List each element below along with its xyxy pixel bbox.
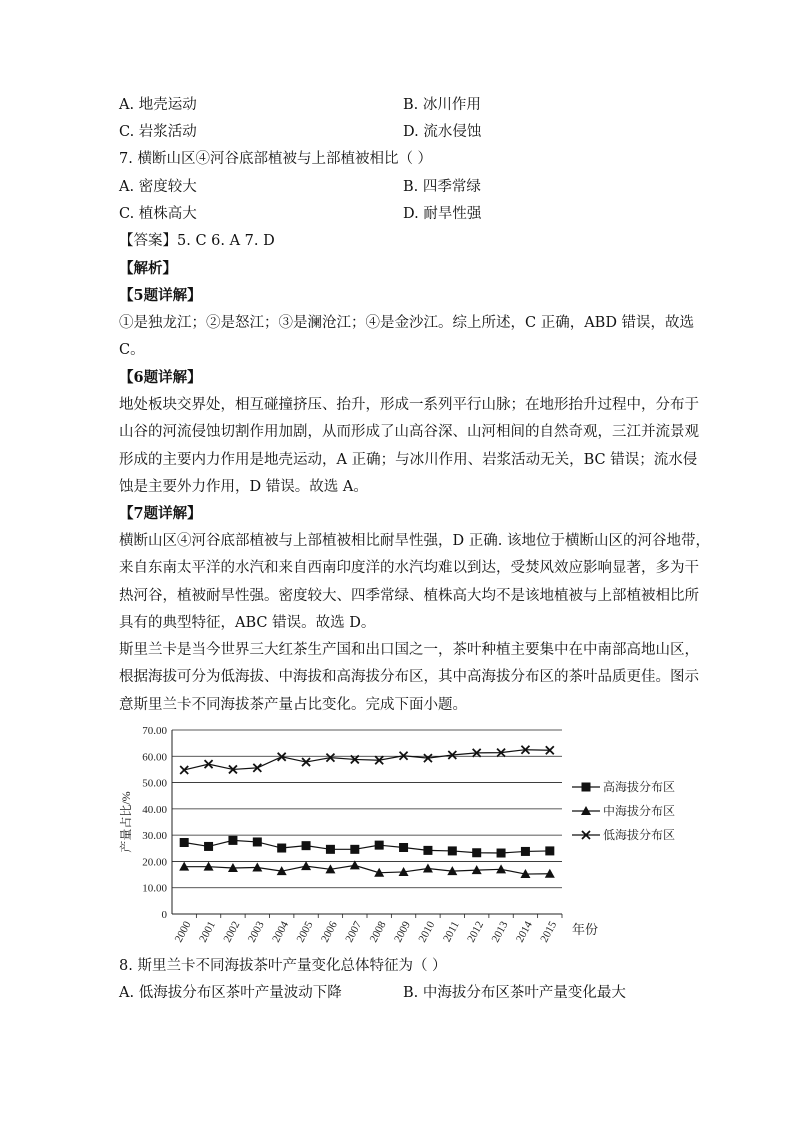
y-tick-label: 60.00 xyxy=(142,751,167,764)
intro-text xyxy=(119,637,699,719)
data-point-x xyxy=(180,766,188,774)
x-tick-label: 2010 xyxy=(416,919,438,945)
data-point-square xyxy=(180,838,189,847)
data-point-square xyxy=(375,841,384,850)
data-point-square xyxy=(497,849,506,858)
q6-detail-line: 形成的主要内力作用是地壳运动，A 正确；与冰川作用、岩浆活动无关，BC 错误；流水侵 xyxy=(119,451,698,468)
data-point-square xyxy=(423,846,432,855)
tea-production-chart xyxy=(110,718,690,948)
q6-detail-line: 山谷的河流侵蚀切割作用加剧，从而形成了山高谷深、山河相间的自然奇观，三江并流景观 xyxy=(119,424,699,441)
x-tick-label: 2000 xyxy=(172,919,194,945)
data-point-square xyxy=(399,843,408,852)
q6-detail-line: 地处板块交界处，相互碰撞挤压、抬升，形成一系列平行山脉；在地形抬升过程中，分布于 xyxy=(119,397,699,413)
q7-option-a: A. 密度较大 xyxy=(119,179,197,195)
data-point-square xyxy=(350,845,359,854)
q6-option-a: A. 地壳运动 xyxy=(119,97,197,113)
data-point-square xyxy=(326,845,335,854)
x-tick-label: 2007 xyxy=(343,919,365,945)
x-tick-label: 2009 xyxy=(392,919,414,945)
y-tick-label: 0 xyxy=(161,909,167,921)
x-tick-label: 2014 xyxy=(513,919,535,945)
y-tick-label: 50.00 xyxy=(142,777,167,790)
q7-detail-label: 【7题详解】 xyxy=(119,505,202,522)
x-tick-label: 2004 xyxy=(270,919,292,945)
x-tick-label: 2008 xyxy=(367,919,389,945)
data-point-square xyxy=(472,848,481,857)
q6-detail-text xyxy=(119,392,699,501)
x-tick-label: 2005 xyxy=(294,919,316,945)
x-tick-label: 2012 xyxy=(465,919,487,945)
x-tick-label: 2006 xyxy=(318,919,340,945)
data-point-square xyxy=(302,841,311,850)
series-line-square xyxy=(184,840,550,853)
intro-line: 斯里兰卡是当今世界三大红茶生产国和出口国之一，茶叶种植主要集中在中南部高地山区， xyxy=(119,642,699,658)
legend-label: 高海拔分布区 xyxy=(603,780,676,794)
data-point-square xyxy=(448,846,457,855)
legend-label: 低海拔分布区 xyxy=(603,828,676,842)
intro-line: 根据海拔可分为低海拔、中海拔和高海拔分布区，其中高海拔分布区的茶叶品质更佳。图示 xyxy=(119,669,699,686)
data-point-square xyxy=(277,844,286,853)
q7-stem: 7. 横断山区④河谷底部植被与上部植被相比（ ） xyxy=(119,151,433,167)
q5-detail-line: ①是独龙江；②是怒江；③是澜沧江；④是金沙江。综上所述，C 正确，ABD 错误，故选 xyxy=(119,315,695,331)
data-point-triangle xyxy=(301,861,311,870)
q8-option-b: B. 中海拔分布区茶叶产量变化最大 xyxy=(403,985,626,1001)
analysis-label: 【解析】 xyxy=(119,260,177,277)
x-tick-label: 2002 xyxy=(221,919,243,945)
q7-option-b: B. 四季常绿 xyxy=(403,179,481,195)
x-tick-label: 2015 xyxy=(538,919,560,945)
q7-detail-line: 来自东南太平洋的水汽和来自西南印度洋的水汽均难以到达，受焚风效应影响显著，多为干 xyxy=(119,560,699,577)
q7-detail-line: 热河谷，植被耐旱性强。密度较大、四季常绿、植株高大均不是该地植被与上部植被相比所 xyxy=(119,587,699,604)
x-tick-label: 2011 xyxy=(441,919,462,945)
q7-detail-line: 具有的典型特征，ABC 错误。故选 D。 xyxy=(119,614,376,631)
q7-option-d: D. 耐旱性强 xyxy=(403,206,482,222)
y-tick-label: 10.00 xyxy=(142,882,167,895)
y-tick-label: 70.00 xyxy=(142,725,167,737)
legend-label: 中海拔分布区 xyxy=(603,804,676,818)
legend-marker-square xyxy=(582,783,591,792)
q8-stem: 8. 斯里兰卡不同海拔茶叶产量变化总体特征为（ ） xyxy=(119,958,447,974)
data-point-square xyxy=(228,836,237,845)
series-line-triangle xyxy=(184,865,550,874)
data-point-square xyxy=(521,847,530,856)
data-point-square xyxy=(204,842,213,851)
q6-detail-label: 【6题详解】 xyxy=(119,369,202,386)
data-point-square xyxy=(253,837,262,846)
q7-detail-text xyxy=(119,528,710,637)
q6-detail-line: 蚀是主要外力作用，D 错误。故选 A。 xyxy=(119,478,368,495)
y-axis-label: 产量占比/% xyxy=(119,791,133,853)
x-tick-label: 2003 xyxy=(245,919,267,945)
y-tick-label: 40.00 xyxy=(142,803,167,816)
x-tick-label: 2001 xyxy=(197,919,219,945)
data-point-triangle xyxy=(496,864,506,873)
x-tick-label: 2013 xyxy=(489,919,511,945)
q7-option-c: C. 植株高大 xyxy=(119,206,197,222)
q5-detail-label: 【5题详解】 xyxy=(119,287,202,304)
data-point-triangle xyxy=(423,864,433,873)
q6-option-b: B. 冰川作用 xyxy=(403,97,481,113)
q6-option-c: C. 岩浆活动 xyxy=(119,124,197,140)
data-point-square xyxy=(545,846,554,855)
answer-line: 【答案】5. C 6. A 7. D xyxy=(119,233,275,249)
q8-option-a: A. 低海拔分布区茶叶产量波动下降 xyxy=(119,985,342,1001)
intro-line: 意斯里兰卡不同海拔茶产量占比变化。完成下面小题。 xyxy=(119,696,467,713)
series-line-x xyxy=(184,750,550,770)
q5-detail-line: C。 xyxy=(119,342,145,359)
q7-detail-line: 横断山区④河谷底部植被与上部植被相比耐旱性强，D 正确. 该地位于横断山区的河谷地带， xyxy=(119,533,710,549)
y-tick-label: 30.00 xyxy=(142,830,167,843)
y-tick-label: 20.00 xyxy=(142,856,167,869)
q6-option-d: D. 流水侵蚀 xyxy=(403,124,482,140)
x-axis-label: 年份 xyxy=(572,922,599,937)
q5-detail-text xyxy=(119,310,695,365)
